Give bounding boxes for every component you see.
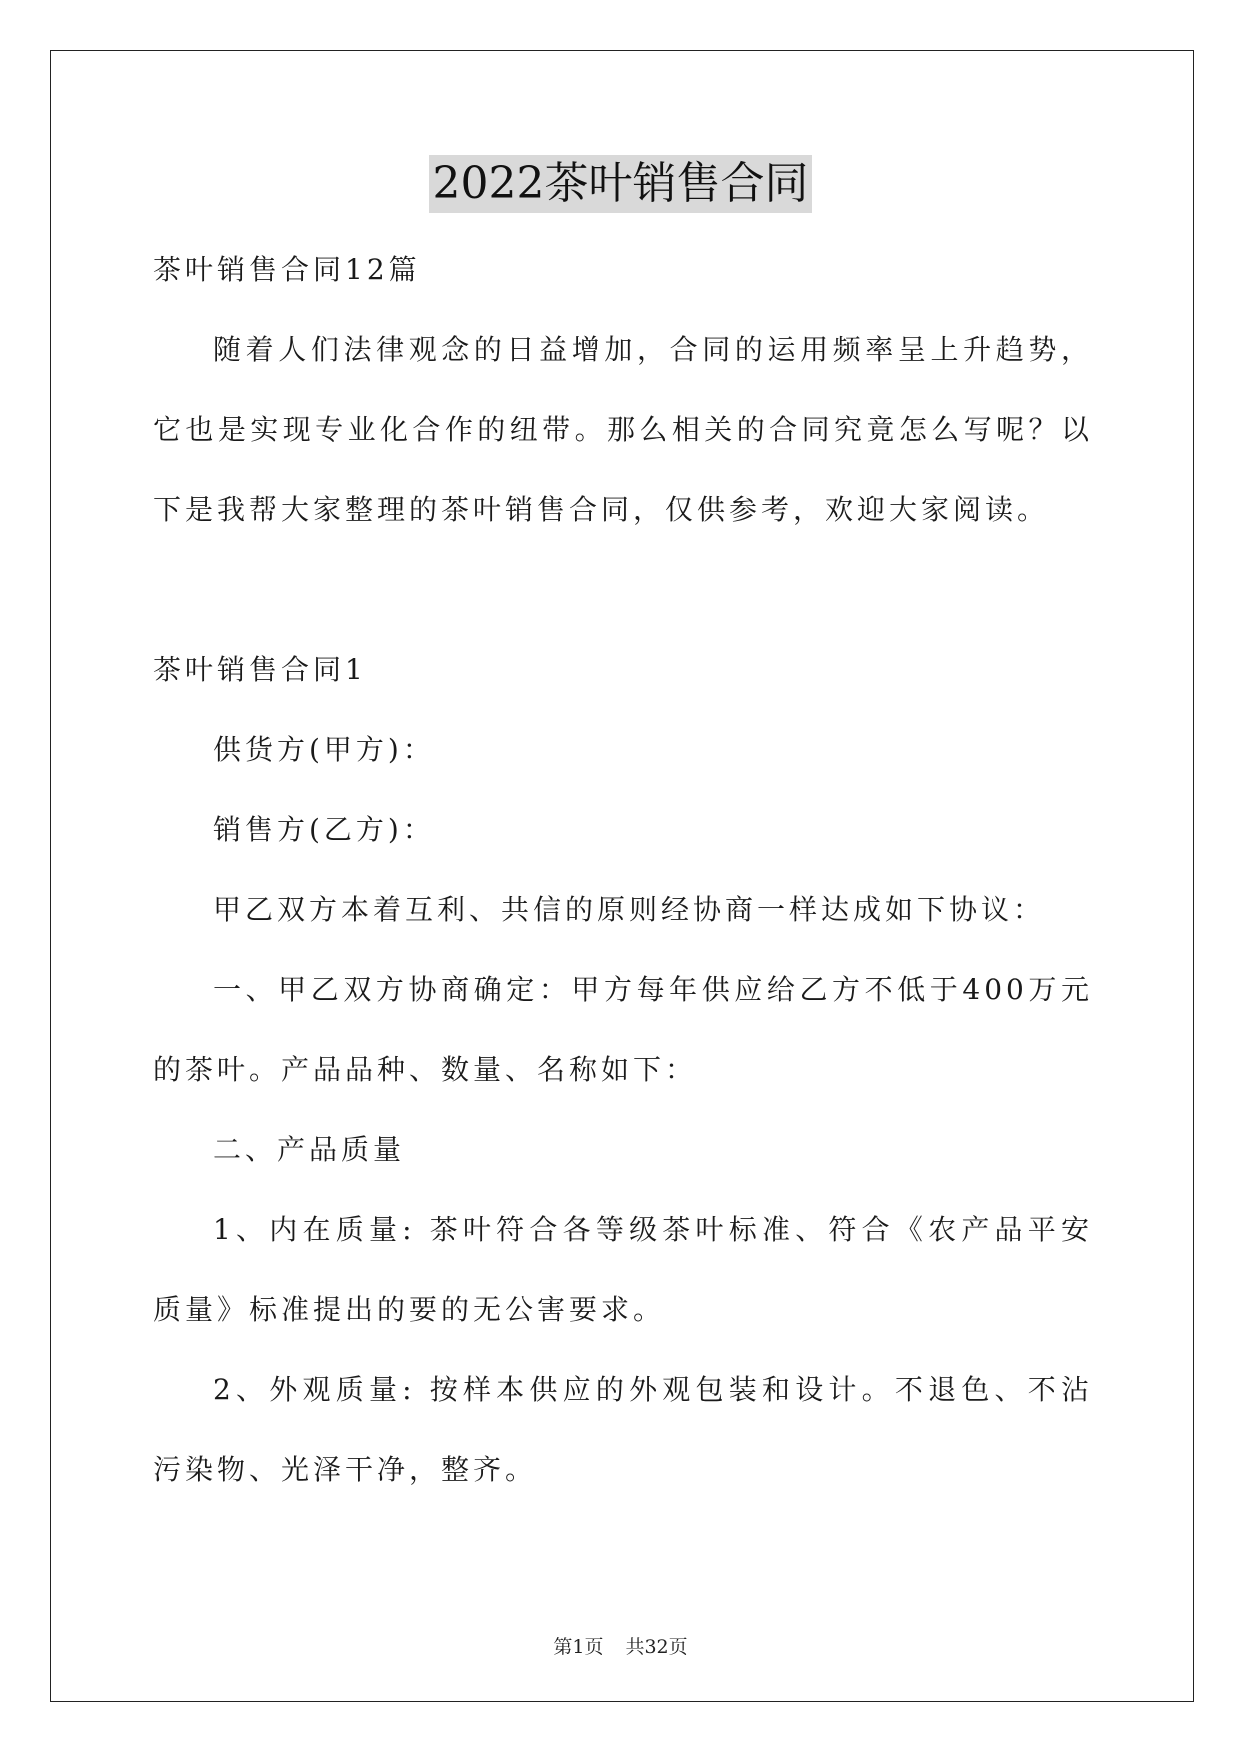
document-title: 2022茶叶销售合同	[429, 155, 813, 213]
quality-2: 2、外观质量: 按样本供应的外观包装和设计。不退色、不沾污染物、光泽干净，整齐。	[153, 1373, 1093, 1486]
subtitle: 茶叶销售合同12篇	[153, 253, 421, 286]
clause-1: 一、甲乙双方协商确定：甲方每年供应给乙方不低于400万元的茶叶。产品品种、数量、名称如下：	[153, 973, 1093, 1086]
quality-1: 1、内在质量: 茶叶符合各等级茶叶标准、符合《农产品平安质量》标准提出的要的无公害要求。	[153, 1213, 1093, 1326]
intro-paragraph: 随着人们法律观念的日益增加，合同的运用频率呈上升趋势，它也是实现专业化合作的纽带。那么相关的合同究竟怎么写呢？以下是我帮大家整理的茶叶销售合同，仅供参考，欢迎大家阅读。	[153, 333, 1093, 526]
title-container	[0, 155, 1241, 213]
page-total: 共32页	[625, 1636, 688, 1658]
supplier-line: 供货方(甲方)：	[213, 733, 435, 766]
clause-2: 二、产品质量	[213, 1133, 406, 1166]
document-body	[153, 230, 1093, 1510]
page-number: 第1页	[553, 1636, 604, 1658]
spacer	[153, 550, 1093, 630]
page-footer	[0, 1632, 1241, 1659]
seller-line: 销售方(乙方)：	[213, 813, 435, 846]
section-heading: 茶叶销售合同1	[153, 653, 367, 686]
agreement-line: 甲乙双方本着互利、共信的原则经协商一样达成如下协议：	[213, 893, 1046, 926]
